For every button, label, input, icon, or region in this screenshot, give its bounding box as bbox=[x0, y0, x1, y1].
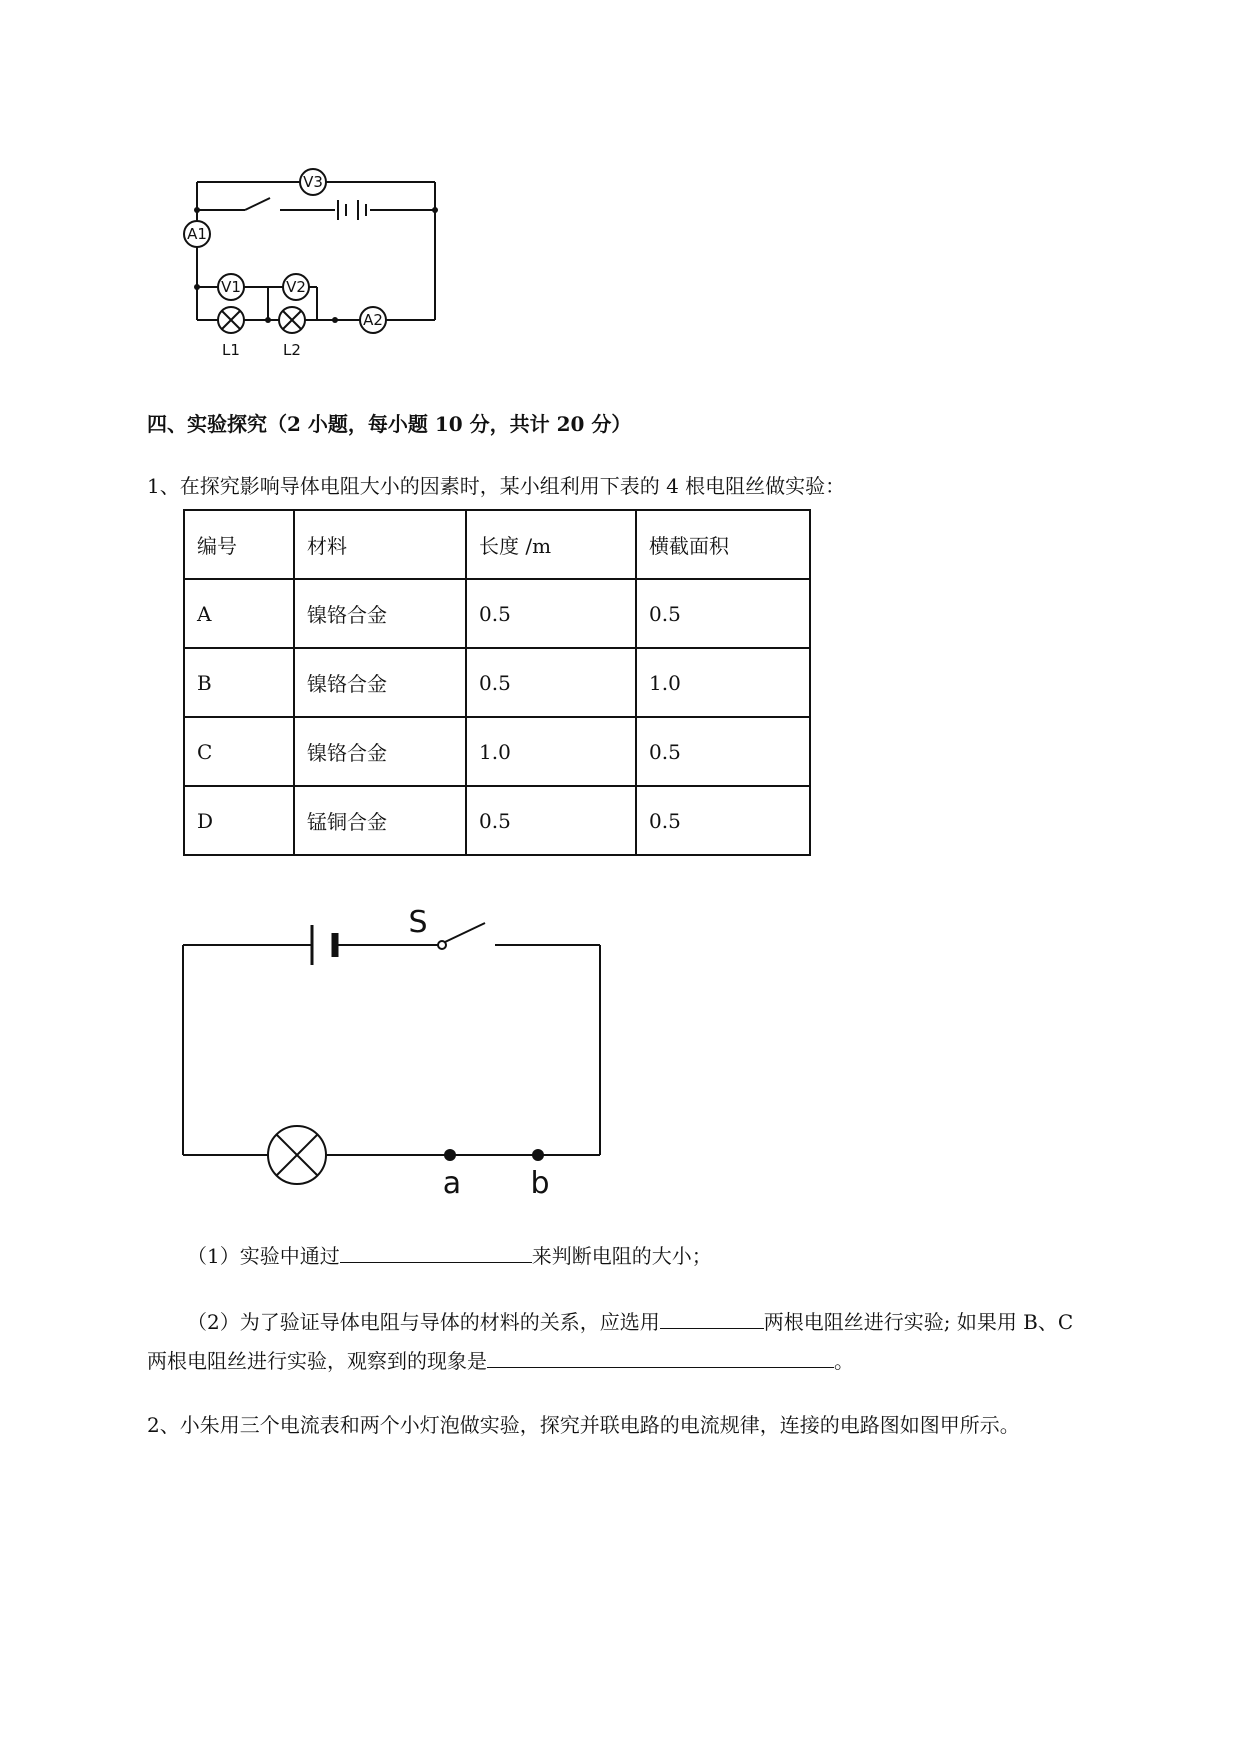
table-cell: 镍铬合金 bbox=[294, 717, 466, 786]
table-cell: 镍铬合金 bbox=[294, 648, 466, 717]
sub-question-2-line2-suffix: 。 bbox=[834, 1349, 854, 1373]
point-b-label: b bbox=[530, 1166, 550, 1201]
label-l2: L2 bbox=[283, 341, 301, 359]
table-header-cell: 横截面积 bbox=[636, 510, 810, 579]
table-header-cell: 材料 bbox=[294, 510, 466, 579]
table-cell: 1.0 bbox=[636, 648, 810, 717]
sub-question-2-prefix: （2）为了验证导体电阻与导体的材料的关系，应选用 bbox=[187, 1310, 660, 1334]
table-cell: 0.5 bbox=[466, 648, 636, 717]
table-cell: A bbox=[184, 579, 294, 648]
point-a-label: a bbox=[442, 1166, 462, 1201]
table-header-cell: 长度 /m bbox=[466, 510, 636, 579]
table-cell: 0.5 bbox=[466, 786, 636, 855]
table-cell: 锰铜合金 bbox=[294, 786, 466, 855]
table-cell: 0.5 bbox=[636, 579, 810, 648]
sub-question-2-line-2 bbox=[147, 1345, 854, 1375]
sub-question-1-prefix: （1）实验中通过 bbox=[187, 1244, 340, 1268]
switch-label: S bbox=[408, 905, 428, 940]
label-a2: A2 bbox=[363, 311, 383, 329]
table-header-row bbox=[184, 510, 810, 579]
sub-question-1-suffix: 来判断电阻的大小； bbox=[531, 1244, 712, 1268]
sub-question-2-line-1 bbox=[187, 1306, 1073, 1336]
section-title: 四、实验探究（2 小题，每小题 10 分，共计 20 分） bbox=[147, 412, 632, 436]
circuit-diagram-1 bbox=[175, 160, 455, 365]
table-cell: 镍铬合金 bbox=[294, 579, 466, 648]
circuit-diagram-2 bbox=[175, 895, 615, 1215]
table-cell: 0.5 bbox=[636, 786, 810, 855]
answer-blank-3[interactable] bbox=[487, 1345, 834, 1368]
table-cell: D bbox=[184, 786, 294, 855]
table-cell: C bbox=[184, 717, 294, 786]
answer-blank-1[interactable] bbox=[340, 1240, 532, 1263]
sub-question-2-middle: 两根电阻丝进行实验; 如果用 B、C bbox=[763, 1310, 1074, 1334]
label-v1: V1 bbox=[221, 278, 241, 296]
label-v3: V3 bbox=[303, 173, 323, 191]
sub-question-2-line2-prefix: 两根电阻丝进行实验，观察到的现象是 bbox=[147, 1349, 487, 1373]
table-header-cell: 编号 bbox=[184, 510, 294, 579]
table-cell: 0.5 bbox=[466, 579, 636, 648]
label-v2: V2 bbox=[286, 278, 306, 296]
table-cell: 1.0 bbox=[466, 717, 636, 786]
answer-blank-2[interactable] bbox=[660, 1306, 764, 1329]
table-cell: 0.5 bbox=[636, 717, 810, 786]
question-1-intro: 1、在探究影响导体电阻大小的因素时，某小组利用下表的 4 根电阻丝做实验： bbox=[147, 474, 846, 498]
table-cell: B bbox=[184, 648, 294, 717]
table-row bbox=[184, 786, 810, 855]
table-row bbox=[184, 579, 810, 648]
table-row bbox=[184, 648, 810, 717]
sub-question-1 bbox=[187, 1240, 712, 1270]
table-row bbox=[184, 717, 810, 786]
resistance-wire-table bbox=[183, 509, 811, 856]
label-a1: A1 bbox=[187, 225, 207, 243]
question-2-text: 2、小朱用三个电流表和两个小灯泡做实验，探究并联电路的电流规律，连接的电路图如图甲所示。 bbox=[147, 1413, 1020, 1437]
label-l1: L1 bbox=[222, 341, 240, 359]
